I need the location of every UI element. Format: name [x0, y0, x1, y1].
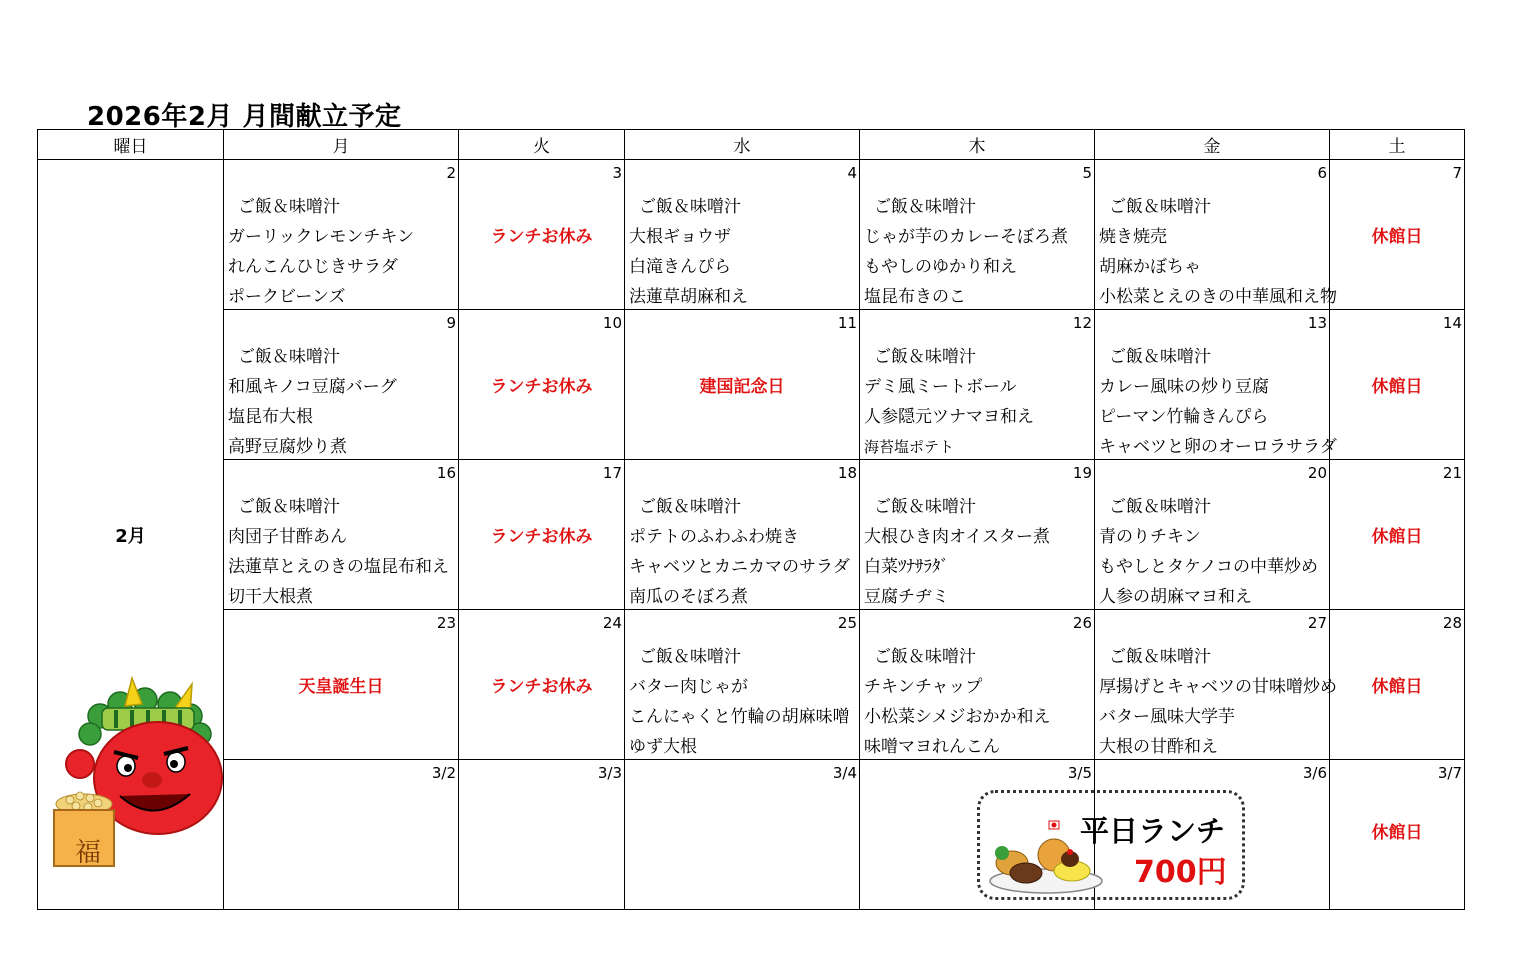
menu-item: 焼き焼売: [1099, 227, 1167, 247]
day-cell: [459, 460, 625, 610]
header-row: [38, 130, 1465, 160]
menu-item: 小松菜とえのきの中華風和え物: [1099, 287, 1337, 307]
menu-item: 和風キノコ豆腐バーグ: [228, 377, 397, 397]
week-row: [38, 460, 1465, 610]
menu-list: [864, 342, 1092, 462]
menu-item: もやしのゆかり和え: [864, 257, 1017, 277]
menu-item: 塩昆布大根: [228, 407, 313, 427]
date-number: 3/4: [832, 764, 857, 782]
menu-item: ポークビーンズ: [228, 287, 346, 307]
day-cell: [1330, 310, 1465, 460]
lunch-price: 700円: [1134, 855, 1227, 890]
menu-item: れんこんひじきサラダ: [228, 257, 398, 277]
week-row: [38, 310, 1465, 460]
day-cell: [1095, 310, 1337, 460]
closed-note: 休館日: [1371, 377, 1423, 397]
day-cell: [625, 460, 860, 610]
date-number: 27: [1307, 614, 1327, 632]
closed-note: ランチお休み: [490, 227, 593, 247]
day-cell: [459, 310, 625, 460]
day-header-thu: 木: [860, 130, 1095, 160]
lunch-price-box: [977, 790, 1245, 900]
date-number: 10: [602, 314, 622, 332]
day-cell: [625, 610, 860, 760]
date-number: 3/5: [1067, 764, 1092, 782]
menu-item: カレー風味の炒り豆腐: [1099, 377, 1269, 397]
menu-list: [864, 492, 1092, 612]
menu-item: 小松菜シメジおかか和え: [864, 707, 1051, 727]
menu-item: ポテトのふわふわ焼き: [629, 527, 799, 547]
page-title: 2026年2月 月間献立予定: [87, 102, 402, 132]
menu-item: 法蓮草とえのきの塩昆布和え: [228, 557, 449, 577]
date-number: 13: [1307, 314, 1327, 332]
menu-item-staple: ご飯＆味噌汁: [1109, 197, 1211, 217]
menu-item: ガーリックレモンチキン: [228, 227, 415, 247]
menu-item: 法蓮草胡麻和え: [629, 287, 748, 307]
day-cell: [1330, 160, 1465, 310]
menu-item: キャベツとカニカマのサラダ: [629, 557, 850, 577]
menu-item: 豆腐チヂミ: [864, 587, 949, 607]
day-cell: [625, 310, 860, 460]
menu-item: キャベツと卵のオーロラサラダ: [1099, 437, 1337, 457]
day-cell: [1330, 460, 1465, 610]
closed-note: 休館日: [1371, 527, 1423, 547]
day-cell: [459, 610, 625, 760]
menu-list: [629, 642, 857, 762]
day-header-mon: 月: [224, 130, 459, 160]
day-cell: [224, 760, 459, 910]
day-cell: [1095, 460, 1330, 610]
menu-item: 大根ギョウザ: [629, 227, 731, 247]
menu-item: じゃが芋のカレーそぼろ煮: [864, 227, 1068, 247]
date-number: 23: [436, 614, 456, 632]
date-number: 14: [1442, 314, 1462, 332]
day-cell: [459, 760, 625, 910]
menu-item-staple: ご飯＆味噌汁: [874, 347, 976, 367]
day-cell: [860, 310, 1095, 460]
menu-list: [228, 342, 456, 462]
date-number: 12: [1072, 314, 1092, 332]
menu-item: ゆず大根: [629, 737, 697, 757]
menu-item: デミ風ミートボール: [864, 377, 1017, 397]
date-number: 11: [837, 314, 857, 332]
menu-item: 大根ひき肉オイスター煮: [864, 527, 1050, 547]
closed-note: 天皇誕生日: [298, 677, 384, 697]
date-number: 25: [837, 614, 857, 632]
date-number: 3/7: [1437, 764, 1462, 782]
menu-item-staple: ご飯＆味噌汁: [238, 347, 340, 367]
date-number: 6: [1317, 164, 1327, 182]
menu-item: 人参の胡麻マヨ和え: [1099, 587, 1252, 607]
date-number: 4: [847, 164, 857, 182]
menu-item: 大根の甘酢和え: [1099, 737, 1218, 757]
date-number: 26: [1072, 614, 1092, 632]
menu-item: 厚揚げとキャベツの甘味噌炒め: [1099, 677, 1337, 697]
date-number: 16: [436, 464, 456, 482]
date-number: 7: [1452, 164, 1462, 182]
day-cell: [224, 310, 459, 460]
day-cell: [224, 610, 459, 760]
menu-item-staple: ご飯＆味噌汁: [238, 497, 340, 517]
menu-item-staple: ご飯＆味噌汁: [874, 497, 976, 517]
menu-item: バター肉じゃが: [629, 677, 748, 697]
day-cell: [625, 160, 860, 310]
menu-item-staple: ご飯＆味噌汁: [639, 647, 741, 667]
menu-item: 味噌マヨれんこん: [864, 737, 1000, 757]
menu-item: 肉団子甘酢あん: [228, 527, 347, 547]
date-number: 20: [1307, 464, 1327, 482]
date-number: 9: [446, 314, 456, 332]
day-cell: [1095, 160, 1337, 310]
closed-note: 休館日: [1371, 677, 1423, 697]
menu-item: 白菜ﾂﾅｻﾗﾀﾞ: [864, 557, 949, 577]
closed-note: 休館日: [1371, 823, 1423, 843]
menu-list: [1099, 192, 1337, 312]
date-number: 18: [837, 464, 857, 482]
menu-item: 海苔塩ポテト: [864, 438, 955, 456]
week-row: [38, 610, 1465, 760]
day-cell: [860, 610, 1095, 760]
menu-item-staple: ご飯＆味噌汁: [874, 197, 976, 217]
date-number: 3/3: [597, 764, 622, 782]
menu-item-staple: ご飯＆味噌汁: [1109, 497, 1211, 517]
lunch-title: 平日ランチ: [1080, 814, 1226, 848]
menu-list: [864, 192, 1092, 312]
menu-list: [629, 492, 857, 612]
menu-item: チキンチャップ: [864, 677, 983, 697]
menu-item: 人参隠元ツナマヨ和え: [864, 407, 1034, 427]
date-number: 17: [602, 464, 622, 482]
menu-item: ピーマン竹輪きんぴら: [1099, 407, 1269, 427]
menu-calendar: [37, 129, 1465, 910]
date-number: 3: [612, 164, 622, 182]
day-cell: [459, 160, 625, 310]
menu-list: [1099, 492, 1327, 612]
menu-item: 胡麻かぼちゃ: [1099, 257, 1201, 277]
week-row: [38, 760, 1465, 910]
menu-item-staple: ご飯＆味噌汁: [639, 497, 741, 517]
date-number: 3/6: [1302, 764, 1327, 782]
date-number: 28: [1442, 614, 1462, 632]
month-label: 2月: [38, 160, 224, 910]
menu-list: [629, 192, 857, 312]
date-number: 2: [446, 164, 456, 182]
fuku-label: 福: [74, 838, 101, 868]
closed-note: 休館日: [1371, 227, 1423, 247]
day-header-sat: 土: [1330, 130, 1465, 160]
menu-item-staple: ご飯＆味噌汁: [1109, 647, 1211, 667]
menu-item: 白滝きんぴら: [629, 257, 731, 277]
date-number: 3/2: [431, 764, 456, 782]
closed-note: 建国記念日: [699, 377, 785, 397]
day-cell: [1330, 760, 1465, 910]
menu-item: 南瓜のそぼろ煮: [629, 587, 748, 607]
menu-item: 切干大根煮: [228, 587, 313, 607]
date-number: 21: [1442, 464, 1462, 482]
day-cell: [625, 760, 860, 910]
menu-list: [1099, 642, 1337, 762]
day-cell: [860, 460, 1095, 610]
menu-item: こんにゃくと竹輪の胡麻味噌: [629, 707, 850, 727]
menu-list: [864, 642, 1092, 762]
menu-list: [1099, 342, 1337, 462]
date-number: 19: [1072, 464, 1092, 482]
closed-note: ランチお休み: [490, 377, 593, 397]
menu-item: バター風味大学芋: [1099, 707, 1235, 727]
closed-note: ランチお休み: [490, 677, 593, 697]
closed-note: ランチお休み: [490, 527, 593, 547]
weekday-header: 曜日: [38, 130, 224, 160]
menu-item-staple: ご飯＆味噌汁: [874, 647, 976, 667]
menu-item-staple: ご飯＆味噌汁: [238, 197, 340, 217]
menu-item-staple: ご飯＆味噌汁: [639, 197, 741, 217]
menu-list: [228, 192, 456, 312]
day-header-fri: 金: [1095, 130, 1330, 160]
menu-item-staple: ご飯＆味噌汁: [1109, 347, 1211, 367]
menu-item: 青のりチキン: [1099, 527, 1201, 547]
day-header-wed: 水: [625, 130, 860, 160]
menu-item: 高野豆腐炒り煮: [228, 437, 347, 457]
day-cell: [860, 160, 1095, 310]
menu-list: [228, 492, 456, 612]
day-cell: [224, 160, 459, 310]
menu-item: もやしとタケノコの中華炒め: [1099, 557, 1318, 577]
date-number: 24: [602, 614, 622, 632]
menu-item: 塩昆布きのこ: [864, 287, 966, 307]
date-number: 5: [1082, 164, 1092, 182]
day-cell: [1095, 610, 1337, 760]
week-row: [38, 160, 1465, 310]
day-cell: [1330, 610, 1465, 760]
day-header-tue: 火: [459, 130, 625, 160]
day-cell: [224, 460, 459, 610]
